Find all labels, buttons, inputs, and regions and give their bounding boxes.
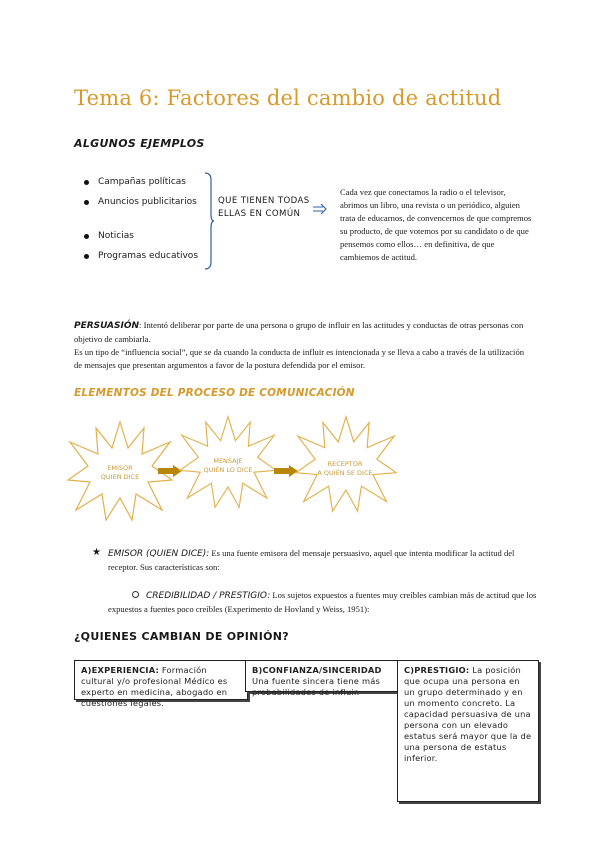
process-heading: ELEMENTOS DEL PROCESO DE COMUNICACIÓN [74, 387, 355, 399]
burst-emisor-text [95, 464, 145, 482]
double-arrow-icon [313, 204, 327, 214]
credibilidad-block [108, 589, 538, 616]
box-body: Una fuente sincera tiene más probabilidades de influir. [252, 676, 381, 697]
curly-brace-icon [203, 172, 215, 270]
burst-line2: QUIEN DICE [100, 473, 140, 481]
group-line-2: ELLAS EN COMÚN [218, 209, 301, 219]
persuasion-definition: : Intentó deliberar por parte de una persona o grupo de influir en las actitudes y conductas de otras personas con objetivo de cambiarla. [74, 320, 524, 344]
emisor-block [108, 547, 538, 574]
box-text [404, 665, 532, 764]
list-item: Campañas políticas [98, 177, 186, 187]
box-body: La posición que ocupa una persona en un grupo determinado y en un momento concreto. La capacidad persuasiva de una persona con un elevado estatus será mayor que la de una persona de estatus inferior. [404, 665, 532, 763]
persuasion-line2: Es un tipo de “influencia social”, que se da cuando la conducta de influir es intencionada y se lleva a cabo a través de la utilización de mensajes que presentan argumentos a favor de la postura defendida por el emisor. [74, 347, 525, 370]
page-title: Tema 6: Factores del cambio de actitud [74, 86, 502, 110]
burst-line1: EMISOR [107, 464, 133, 472]
group-line-1: QUE TIENEN TODAS [218, 196, 310, 206]
list-item: Anuncios publicitarios [98, 197, 197, 207]
examples-heading: ALGUNOS EJEMPLOS [74, 137, 205, 150]
quienes-heading: ¿QUIENES CAMBIAN DE OPINIÓN? [74, 630, 289, 643]
box-experiencia [74, 660, 248, 708]
persuasion-term: PERSUASIÓN [74, 321, 140, 331]
box-prestigio [397, 660, 539, 802]
burst-receptor-text [312, 460, 378, 478]
emisor-label: EMISOR (QUIEN DICE): [108, 549, 210, 559]
persuasion-block [74, 319, 534, 372]
box-head: A)EXPERIENCIA: [81, 665, 159, 675]
burst-line1: MENSAJE [213, 457, 243, 465]
examples-description: Cada vez que conectamos la radio o el televisor, abrimos un libro, una revista o un periódico, alguien trata de educarnos, de convencernos de que compremos su producto, de que votemos por su candidato o de que pensemos como ellos… en definitiva, de que cambiemos de actitud. [340, 187, 532, 262]
box-head: C)PRESTIGIO: [404, 665, 470, 675]
common-group-label [218, 195, 310, 221]
box-body: Formación cultural y/o profesional Médico es experto en medicina, abogado en cuestiones legales. [81, 665, 228, 708]
box-text [252, 665, 392, 698]
box-text [81, 665, 241, 709]
box-confianza [245, 660, 399, 697]
burst-line1: RECEPTOR [327, 460, 363, 468]
burst-line2: QUIÉN LO DICE [203, 466, 253, 474]
burst-line2: A QUIÉN SE DICE [317, 469, 373, 477]
emisor-text: Es una fuente emisora del mensaje persuasivo, aquel que intenta modificar la actitud del receptor. Sus características son: [108, 548, 515, 572]
credibilidad-label: CREDIBILIDAD / PRESTIGIO: [146, 591, 271, 601]
list-item: Programas educativos [98, 251, 199, 261]
credibilidad-text: Los sujetos expuestos a fuentes muy creíbles cambian más de actitud que los expuestos a fuentes poco creíbles (Experimento de Hovland y Weiss, 1951): [108, 590, 537, 614]
star-bullet-icon: ★ [92, 547, 101, 558]
list-item: Noticias [98, 231, 134, 241]
box-head: B)CONFIANZA/SINCERIDAD [252, 665, 382, 675]
burst-mensaje-text [198, 457, 258, 475]
